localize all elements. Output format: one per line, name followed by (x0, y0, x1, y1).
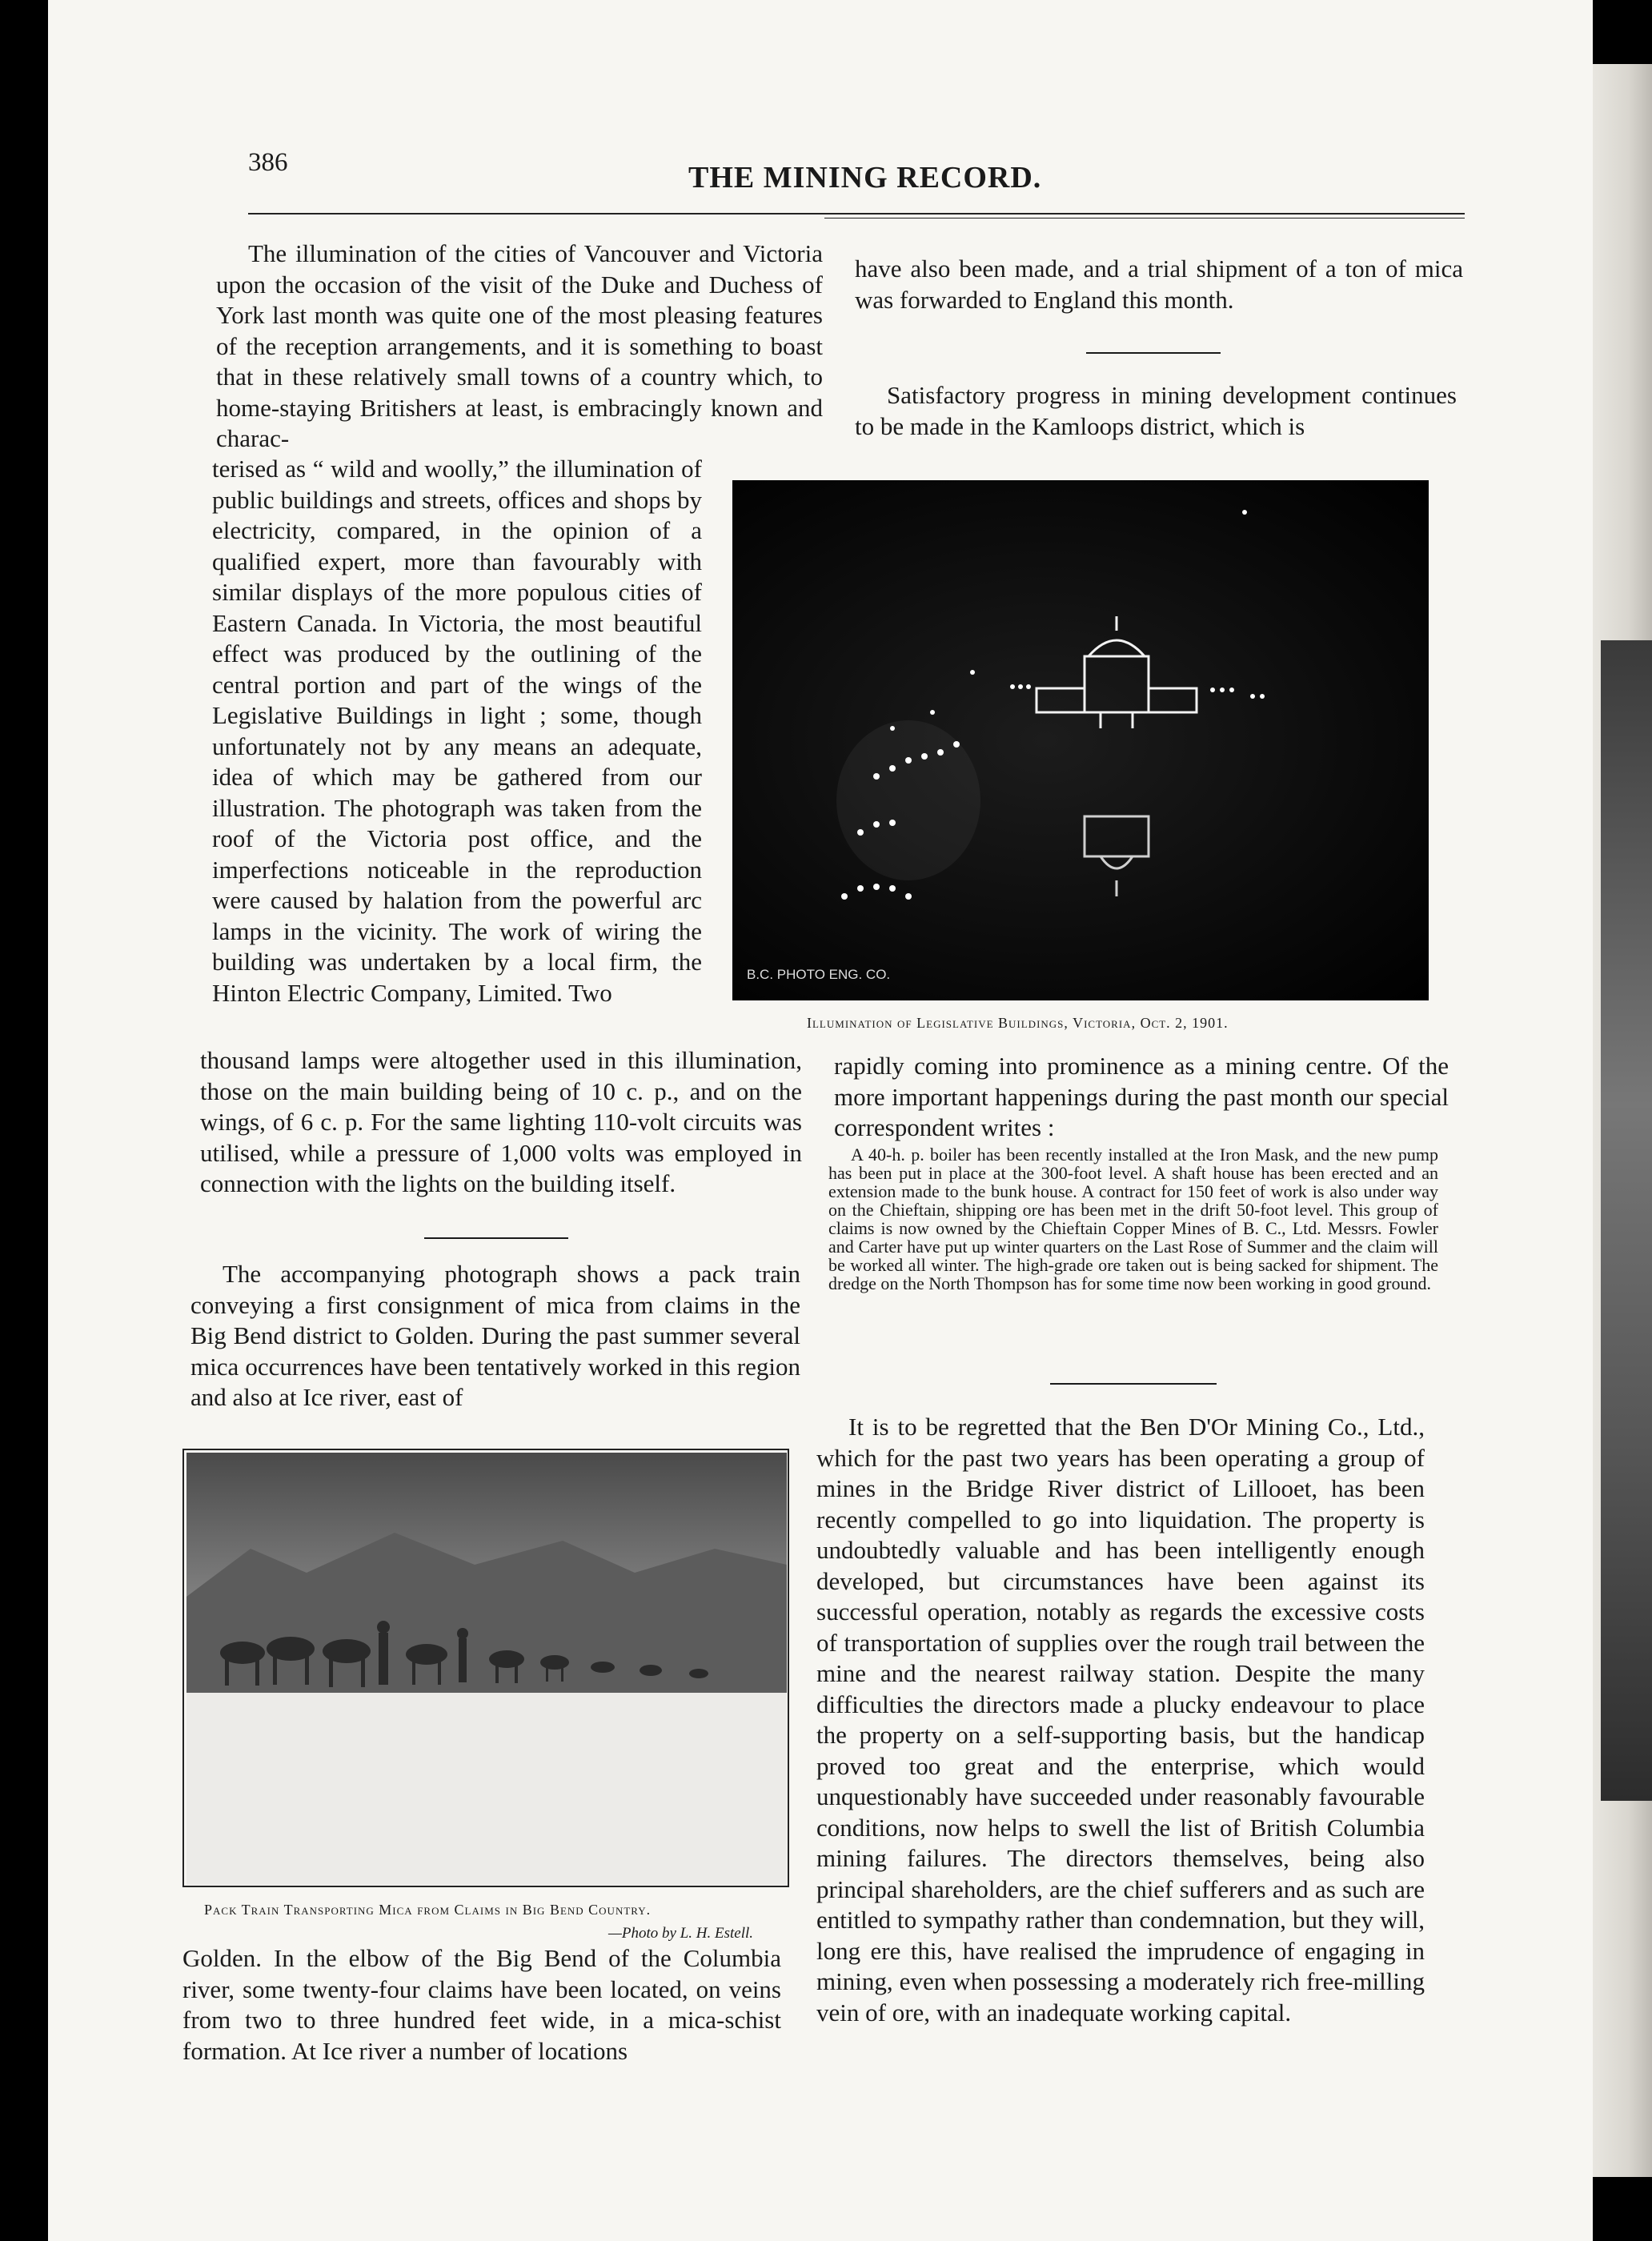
photo-credit: —Photo by L. H. Estell. (608, 1925, 754, 1942)
legislative-buildings-caption: Illumination of Legislative Buildings, Victoria, Oct. 2, 1901. (807, 1015, 1229, 1031)
pack-train-caption: Pack Train Transporting Mica from Claims in Big Bend Country. (204, 1902, 652, 1918)
section-divider-3 (1050, 1383, 1217, 1385)
running-head: THE MINING RECORD. (688, 161, 1042, 194)
article-illumination-wrap: terised as “ wild and woolly,” the illumination of public buildings and streets, offices and shops by electricity, compared, in the opinion of a qualified expert, more than favourably with similar displays of the more populous cities of Eastern Canada. In Victoria, the most beautiful effect was produced by the outlining of the central portion and part of the wings of the Legislative Buildings in light ; some, though unfortunately not by any means an adequate, idea of which may be gathered from our illustration. The photograph was taken from the roof of the Victoria post office, and the imperfections noticeable in the reproduction were caused by halation from the powerful arc lamps in the vicinity. The work of wiring the building was undertaken by a local firm, the Hinton Electric Company, Limited. Two (212, 455, 702, 1007)
section-divider (424, 1237, 568, 1239)
article-kamloops: Satisfactory progress in mining development continues to be made in the Kamloops district, which is (855, 381, 1457, 440)
engraver-mark: B.C. PHOTO ENG. CO. (747, 967, 891, 982)
legislative-buildings-photo (732, 480, 1429, 1000)
pack-train-photo (186, 1453, 787, 1885)
article-illumination-intro: The illumination of the cities of Vancouver and Victoria upon the occasion of the visit of the Duke and Duchess of York last month was quite one of the most pleasing features of the reception arrangements, and it is something to boast that in these relatively small towns of a country which, to home-staying Britishers at least, is embracingly known and charac- (216, 239, 823, 452)
correspondent-quote: A 40-h. p. boiler has been recently installed at the Iron Mask, and the new pump has been put in place at the 300-foot level. A shaft house has been erected and an extension made to the bunk house. A contract for 150 feet of work is also under way on the Chieftain, shipping ore has been met in the drift 50-foot level. This group of claims is now owned by the Chieftain Copper Mines of B. C., Ltd. Messrs. Fowler and Carter have put up winter quarters on the Last Rose of Summer and the claim will be worked all winter. The high-grade ore taken out is being sacked for shipment. The dredge on the North Thompson has for some time now been working in good ground. (828, 1145, 1438, 1293)
adjacent-page-photo (1601, 640, 1652, 1801)
article-mica-pack-train: The accompanying photograph shows a pack train conveying a first consignment of mica from claims in the Big Bend district to Golden. During the past summer several mica occurrences have been tentatively worked in this region and also at Ice river, east of (190, 1260, 800, 1411)
article-mica-shipment: have also been made, and a trial shipment of a ton of mica was forwarded to England this month. (855, 255, 1463, 314)
section-divider-2 (1086, 352, 1221, 354)
page-number: 386 (248, 148, 288, 177)
article-kamloops-continued: rapidly coming into prominence as a mining centre. Of the more important happenings during the past month our special correspondent writes : (834, 1052, 1449, 1141)
header-rule (248, 213, 1465, 214)
article-mica-continued: Golden. In the elbow of the Big Bend of the Columbia river, some twenty-four claims have been located, on veins from two to three hundred feet wide, in a mica-schist formation. At Ice river a number of locations (182, 1944, 781, 2065)
article-ben-dor-liquidation: It is to be regretted that the Ben D'Or Mining Co., Ltd., which for the past two years has been operating a group of mines in the Bridge River district of Lillooet, has been recently compelled to go into liquidation. The property is undoubtedly valuable and has been intelligently enough developed, but circumstances have been against its successful operation, notably as regards the excessive costs of transportation of supplies over the rough trail between the mine and the nearest railway station. Despite the many difficulties the directors made a plucky endeavour to place the property on a self-supporting basis, but the handicap proved too great and the enterprise, which would unquestionably have succeeded under reasonably favourable conditions, now helps to swell the list of British Columbia mining failures. The directors themselves, being also principal shareholders, are the chief sufferers and as such are entitled to sympathy rather than condemnation, but they will, long ere this, have realised the imprudence of engaging in mining, even when possessing a moderately rich free-milling vein of ore, with an inadequate working capital. (816, 1413, 1425, 2027)
article-illumination-end: thousand lamps were altogether used in this illumination, those on the main building being of 10 c. p., and on the wings, of 6 c. p. For the same lighting 110-volt circuits was utilised, while a pressure of 1,000 volts was employed in connection with the lights on the building itself. (200, 1046, 802, 1197)
